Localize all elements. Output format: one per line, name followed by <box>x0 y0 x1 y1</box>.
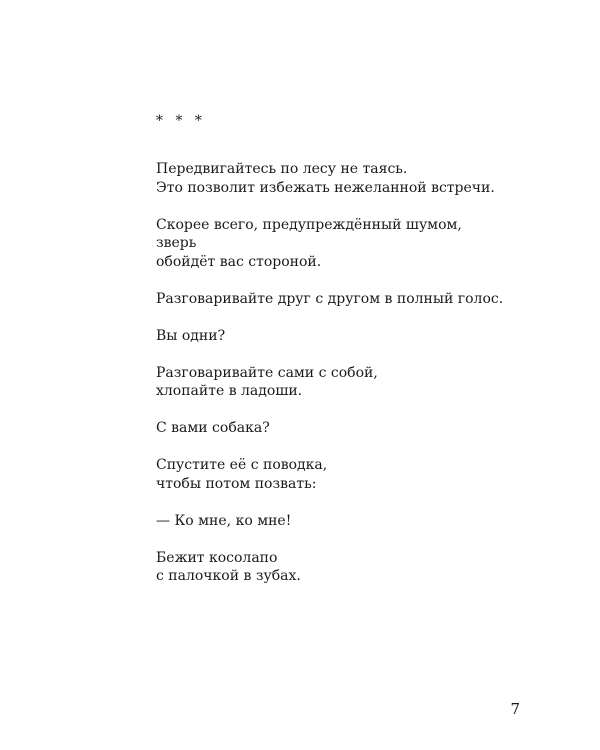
stanza <box>156 327 536 346</box>
poem-line: Это позволит избежать нежеланной встречи. <box>156 179 495 196</box>
section-separator: * * * <box>156 113 202 129</box>
poem-line: Бежит косолапо <box>156 549 278 566</box>
poem-line: зверь <box>156 235 197 251</box>
poem-line: Разговаривайте друг с другом в полный голос. <box>156 290 504 307</box>
poem-line: обойдёт вас стороной. <box>156 253 322 270</box>
poem-line: чтобы потом позвать: <box>156 475 317 492</box>
poem-line: — Ко мне, ко мне! <box>156 512 292 529</box>
poem-line: с палочкой в зубах. <box>156 568 301 584</box>
stanza <box>156 419 536 438</box>
stanza <box>156 160 536 197</box>
poem <box>156 160 536 604</box>
stanza <box>156 512 536 531</box>
stanza <box>156 364 536 401</box>
page-number: 7 <box>510 700 520 718</box>
poem-line: хлопайте в ладоши. <box>156 383 303 399</box>
stanza <box>156 216 536 272</box>
poem-line: Скорее всего, предупреждённый шумом, <box>156 216 462 233</box>
poem-line: Вы одни? <box>156 327 226 344</box>
poem-line: С вами собака? <box>156 420 270 436</box>
poem-line: Разговаривайте сами с собой, <box>156 364 378 381</box>
stanza <box>156 290 536 309</box>
stanza <box>156 549 536 586</box>
poem-line: Передвигайтесь по лесу не таясь. <box>156 161 408 177</box>
stanza <box>156 456 536 493</box>
poem-line: Спустите её с поводка, <box>156 457 328 473</box>
